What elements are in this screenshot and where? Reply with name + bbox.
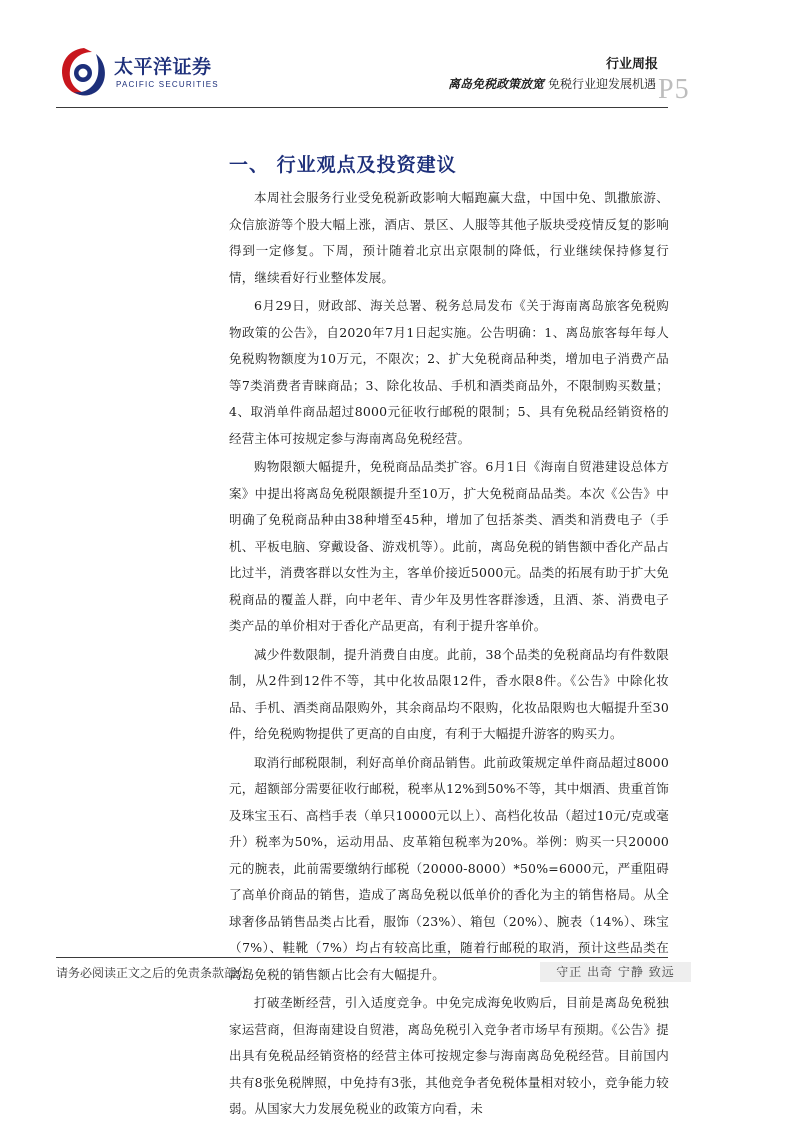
body-text [229,185,669,1125]
footer-divider [56,957,668,958]
report-type: 行业周报 [605,57,658,72]
paragraph-6: 打破垄断经营，引入适度竞争。中免完成海免收购后，目前是离岛免税独家运营商，但海南建设自贸港，离岛免税引入竞争者市场早有预期。《公告》提出具有免税品经销资格的经营主体可按规定参与海南离岛免税经营。目前国内共有8张免税牌照，中免持有3张，其他竞争者免税体量相对较小，竞争能力较弱。从国家大力发展免税业的政策方向看，未 [229,995,669,1116]
page-number: P5 [658,74,690,105]
company-motto: 守正 出奇 宁静 致远 [540,962,691,982]
paragraph-5: 取消行邮税限制，利好高单价商品销售。此前政策规定单件商品超过8000元，超额部分需要征收行邮税，税率从12%到50%不等，其中烟酒、贵重首饰及珠宝玉石、高档手表（单只10000元以上）、高档化妆品（超过10元/克或毫升）税率为50%，运动用品、皮革箱包税率为20%。举例：购买一只20000元的腕表，此前需要缴纳行邮税（20000-8000）*50%=6000元，严重阻碍了高单价商品的销售，造成了离岛免税以低单价的香化为主的销售格局。从全球奢侈品销售品类占比看，服饰（23%）、箱包（20%）、腕表（14%）、珠宝（7%）、鞋靴（7%）均占有较高比重，随着行邮税的取消，预计这些品类在离岛免税的销售额占比会有大幅提升。 [229,754,669,982]
company-logo [56,44,276,100]
report-title-bold: 离岛免税政策放宽 [447,77,544,91]
report-title-rest: 免税行业迎发展机遇 [547,77,656,91]
disclaimer-text: 请务必阅读正文之后的免责条款部分 [56,966,249,980]
paragraph-2: 6月29日，财政部、海关总署、税务总局发布《关于海南离岛旅客免税购物政策的公告》，自2020年7月1日起实施。公告明确：1、离岛旅客每年每人免税购物额度为10万元，不限次；2、扩大免税商品种类，增加电子消费产品等7类消费者青睐商品；3、除化妆品、手机和酒类商品外，不限制购买数量；4、取消单件商品超过8000元征收行邮税的限制；5、具有免税品经销资格的经营主体可按规定参与海南离岛免税经营。 [229,298,669,446]
paragraph-4: 减少件数限制，提升消费自由度。此前，38个品类的免税商品均有件数限制，从2件到12件不等，其中化妆品限12件，香水限8件。《公告》中除化妆品、手机、酒类商品限购外，其余商品均不限购，化妆品限购也大幅提升至30件，给免税购物提供了更高的自由度，有利于大幅提升游客的购买力。 [229,646,669,741]
header-divider [56,107,668,108]
section-title: 一、 行业观点及投资建议 [229,154,457,176]
page-header [0,0,791,120]
logo-swirl-icon [56,44,108,100]
logo-en-text: PACIFIC SECURITIES [116,80,219,89]
paragraph-1: 本周社会服务行业受免税新政影响大幅跑赢大盘，中国中免、凯撒旅游、众信旅游等个股大幅上涨，酒店、景区、人服等其他子版块受疫情反复的影响得到一定修复。下周，预计随着北京出京限制的降低，行业继续保持修复行情，继续看好行业整体发展。 [229,190,669,285]
logo-cn-text: 太平洋证券 [114,56,212,78]
paragraph-3: 购物限额大幅提升，免税商品品类扩容。6月1日《海南自贸港建设总体方案》中提出将离岛免税限额提升至10万，扩大免税商品品类。本次《公告》中明确了免税商品种由38种增至45种，增加了包括茶类、酒类和消费电子（手机、平板电脑、穿戴设备、游戏机等）。此前，离岛免税的销售额中香化产品占比过半，消费客群以女性为主，客单价接近5000元。品类的拓展有助于扩大免税商品的覆盖人群，向中老年、青少年及男性客群渗透，且酒、茶、消费电子类产品的单价相对于香化产品更高，有利于提升客单价。 [229,459,669,633]
report-title [448,75,656,92]
